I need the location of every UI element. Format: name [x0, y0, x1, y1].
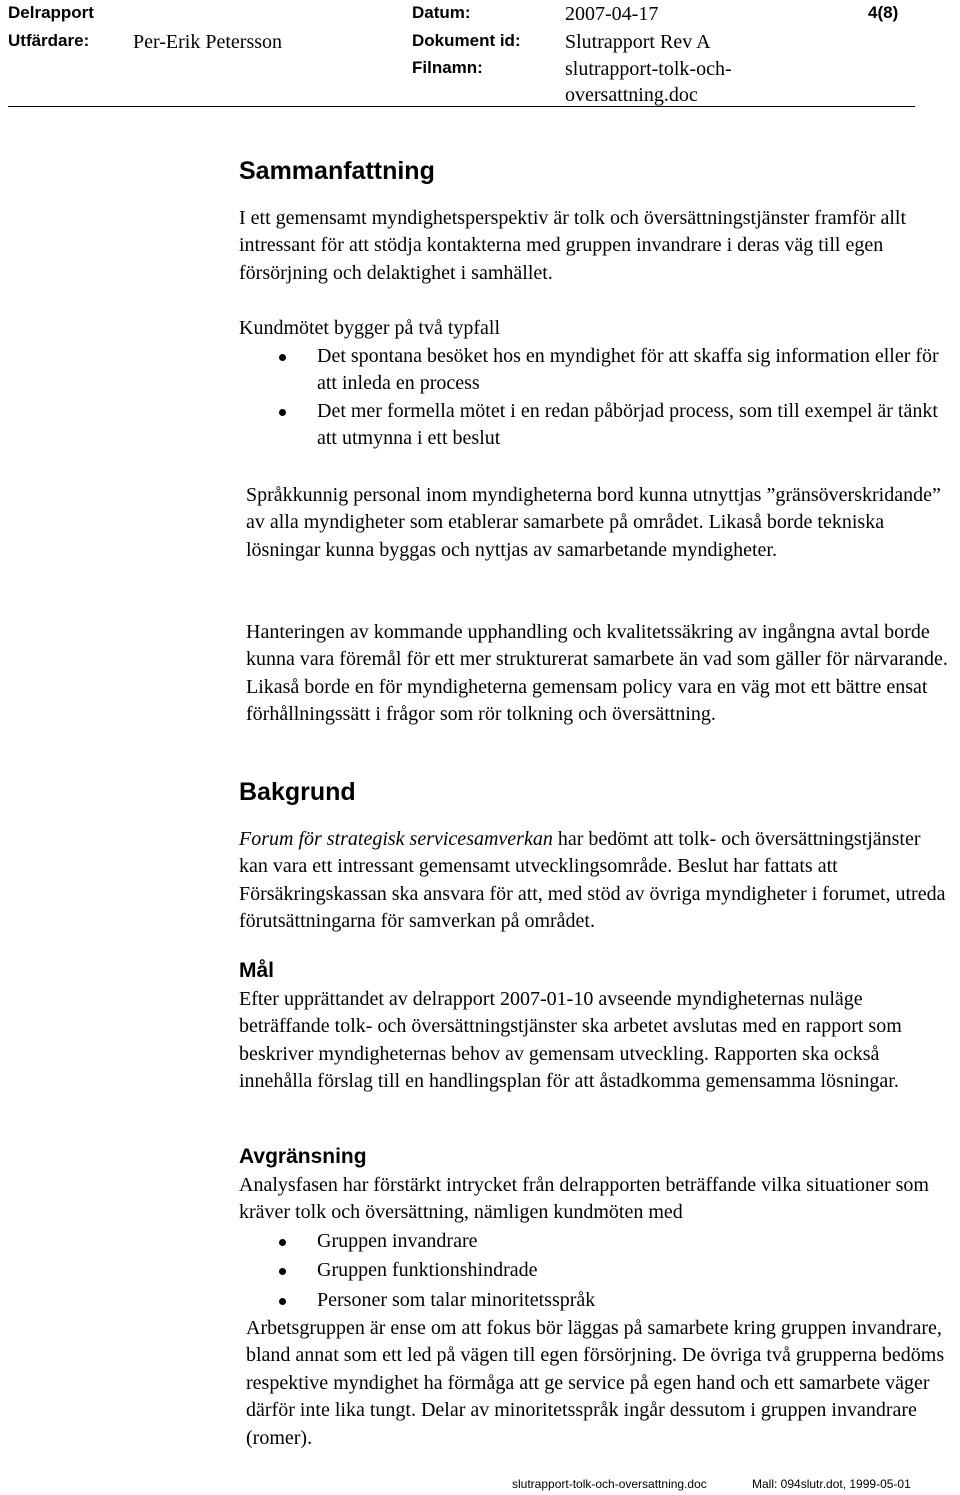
- delrapport-label: Delrapport: [8, 3, 94, 22]
- sammanfattning-para2: Kundmötet bygger på två typfall: [239, 317, 501, 339]
- heading-mal: Mål: [239, 959, 275, 982]
- filnamn-label: Filnamn:: [412, 58, 483, 77]
- sammanfattning-para3: Språkkunnig personal inom myndigheterna bord kunna utnyttjas ”gränsöverskridande” av alla myndigheter som etablerar samarbete på området. Likaså borde tekniska lösningar kunna byggas och nyttjas av samarbetande myndigheter.: [246, 484, 941, 561]
- typfall-list: [239, 343, 957, 453]
- list-item: Det mer formella mötet i en redan påbörjad process, som till exempel är tänkt att utmynna i ett beslut: [239, 398, 957, 453]
- bullet-icon: [279, 1298, 286, 1305]
- datum-label: Datum:: [412, 3, 471, 22]
- utfardare-label: Utfärdare:: [8, 31, 90, 50]
- avgransning-para1: Analysfasen har förstärkt intrycket från delrapporten beträffande vilka situationer som kräver tolk och översättning, nämligen kundmöten med: [239, 1174, 929, 1224]
- sammanfattning-para4: Hanteringen av kommande upphandling och kvalitetssäkring av ingångna avtal borde kunna vara föremål för ett mer strukturerat samarbete än vad som gäller för närvarande. Likaså borde en för myndigheterna gemensam policy vara en väg mot ett bättre ensat förhållningssätt i frågor som rör tolkning och översättning.: [246, 621, 948, 726]
- filnamn-value-line2: oversattning.doc: [565, 84, 698, 106]
- footer-filename: slutrapport-tolk-och-oversattning.doc: [512, 1477, 707, 1491]
- heading-avgransning: Avgränsning: [239, 1145, 367, 1168]
- grupper-list: [239, 1228, 954, 1316]
- forum-name: Forum för strategisk servicesamverkan: [239, 828, 553, 850]
- dokument-id-label: Dokument id:: [412, 31, 521, 50]
- heading-bakgrund: Bakgrund: [239, 778, 356, 806]
- bullet-icon: [279, 1239, 286, 1246]
- page-number: 4(8): [868, 3, 899, 22]
- bullet-icon: [279, 354, 286, 361]
- list-item: Det spontana besöket hos en myndighet för att skaffa sig information eller för att inleda en process: [239, 343, 957, 398]
- mal-para: Efter upprättandet av delrapport 2007-01-10 avseende myndigheternas nuläge beträffande tolk- och översättningstjänster ska arbetet avslutas med en rapport som beskriver myndigheternas behov av gemensam utveckling. Rapporten ska också innehålla förslag till en handlingsplan för att åstadkomma gemensamma lösningar.: [239, 988, 902, 1093]
- sammanfattning-para1: I ett gemensamt myndighetsperspektiv är tolk och översättningstjänster framför allt intressant för att stödja kontakterna med gruppen invandrare i deras väg till egen försörjning och delaktighet i samhället.: [239, 207, 907, 284]
- document-header: [0, 0, 960, 110]
- bakgrund-para: Forum för strategisk servicesamverkan har bedömt att tolk- och översättningstjänster kan vara ett intressant gemensamt utvecklingsområde. Beslut har fattats att Försäkringskassan ska ansvara för att, med stöd av övriga myndigheter i forumet, utreda förutsättningarna för samverkan på området.: [239, 828, 946, 933]
- dokument-id-value: Slutrapport Rev A: [565, 31, 711, 53]
- avgransning-para2: Arbetsgruppen är ense om att fokus bör läggas på samarbete kring gruppen invandrare, bland annat som ett led på vägen till egen försörjning. De övriga två grupperna bedöms respektive myndighet ha förmåga att ge service på egen hand och ett samarbete väger därför inte lika tungt. Delar av minoritetsspråk ingår dessutom i gruppen invandrare (romer).: [246, 1317, 945, 1449]
- datum-value: 2007-04-17: [565, 3, 659, 25]
- list-item: Gruppen funktionshindrade: [239, 1257, 954, 1284]
- utfardare-value: Per-Erik Petersson: [133, 31, 283, 53]
- bullet-icon: [279, 1268, 286, 1275]
- list-item: Gruppen invandrare: [239, 1228, 954, 1255]
- heading-sammanfattning: Sammanfattning: [239, 157, 435, 185]
- bullet-icon: [279, 409, 286, 416]
- list-item: Personer som talar minoritetsspråk: [239, 1287, 954, 1314]
- filnamn-value-line1: slutrapport-tolk-och-: [565, 58, 732, 80]
- header-rule: [8, 106, 915, 107]
- footer-template: Mall: 094slutr.dot, 1999-05-01: [752, 1477, 911, 1491]
